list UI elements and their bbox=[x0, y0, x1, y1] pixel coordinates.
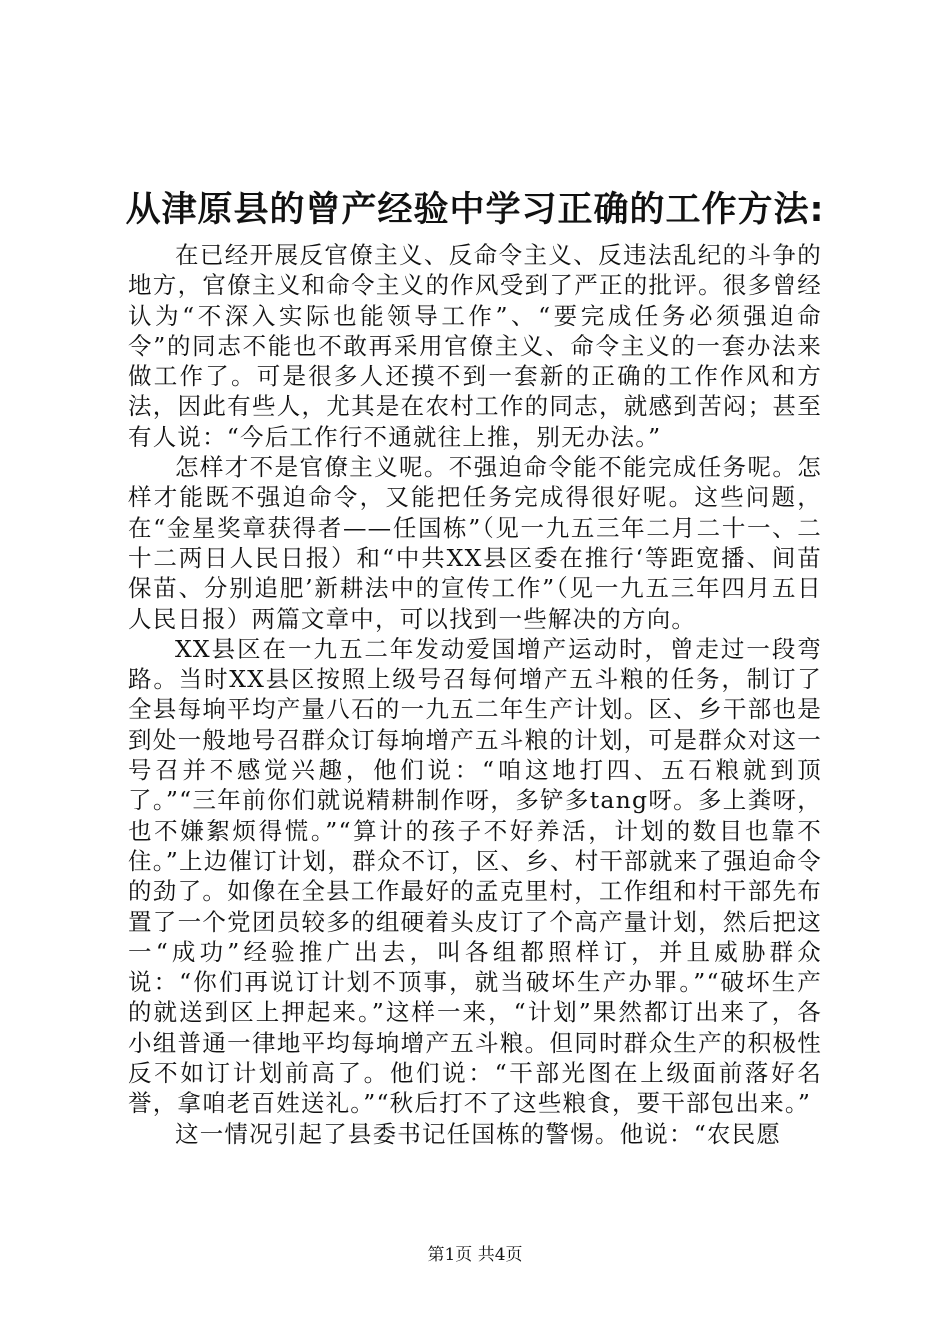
document-title: 从津原县的曾产经验中学习正确的工作方法: bbox=[125, 190, 825, 230]
document-body bbox=[128, 240, 822, 1149]
paragraph-1: 在已经开展反官僚主义、反命令主义、反违法乱纪的斗争的地方，官僚主义和命令主义的作风受到了严正的批评。很多曾经认为“不深入实际也能领导工作”、“要完成任务必须强迫命令”的同志不能也不敢再采用官僚主义、命令主义的一套办法来做工作了。可是很多人还摸不到一套新的正确的工作作风和方法，因此有些人，尤其是在农村工作的同志，就感到苦闷；甚至有人说：“今后工作行不通就往上推，别无办法。” bbox=[128, 241, 822, 451]
paragraph-4: 这一情况引起了县委书记任国栋的警惕。他说：“农民愿 bbox=[175, 1119, 782, 1148]
paragraph-3: XX县区在一九五二年发动爱国增产运动时，曾走过一段弯路。当时XX县区按照上级号召每何增产五斗粮的任务，制订了全县每垧平均产量八石的一九五二年生产计划。区、乡干部也是到处一般地号召群众订每垧增产五斗粮的计划，可是群众对这一号召并不感觉兴趣，他们说：“咱这地打四、五石粮就到顶了。”“三年前你们就说精耕制作呀，多铲多tang呀。多上粪呀，也不嫌絮烦得慌。”“算计的孩子不好养活，计划的数目也靠不住。”上边催订计划，群众不订，区、乡、村干部就来了强迫命令的劲了。如像在全县工作最好的孟克里村，工作组和村干部先布置了一个党团员较多的组硬着头皮订了个高产量计划，然后把这一“成功”经验推广出去，叫各组都照样订，并且威胁群众说：“你们再说订计划不顶事，就当破坏生产办罪。”“破坏生产的就送到区上押起来。”这样一来，“计划”果然都订出来了，各小组普通一律地平均每垧增产五斗粮。但同时群众生产的积极性反不如订计划前高了。他们说：“干部光图在上级面前落好名誉，拿咱老百姓送礼。”“秋后打不了这些粮食，要干部包出来。” bbox=[128, 634, 822, 1118]
page-number-footer: 第1页 共4页 bbox=[427, 1245, 523, 1265]
paragraph-2: 怎样才不是官僚主义呢。不强迫命令能不能完成任务呢。怎样才能既不强迫命令，又能把任务完成得很好呢。这些问题，在“金星奖章获得者——任国栋”（见一九五三年二月二十一、二十二两日人民日报）和“中共XX县区委在推行‘等距宽播、间苗保苗、分别追肥’新耕法中的宣传工作”（见一九五三年四月五日人民日报）两篇文章中，可以找到一些解决的方向。 bbox=[128, 453, 822, 633]
